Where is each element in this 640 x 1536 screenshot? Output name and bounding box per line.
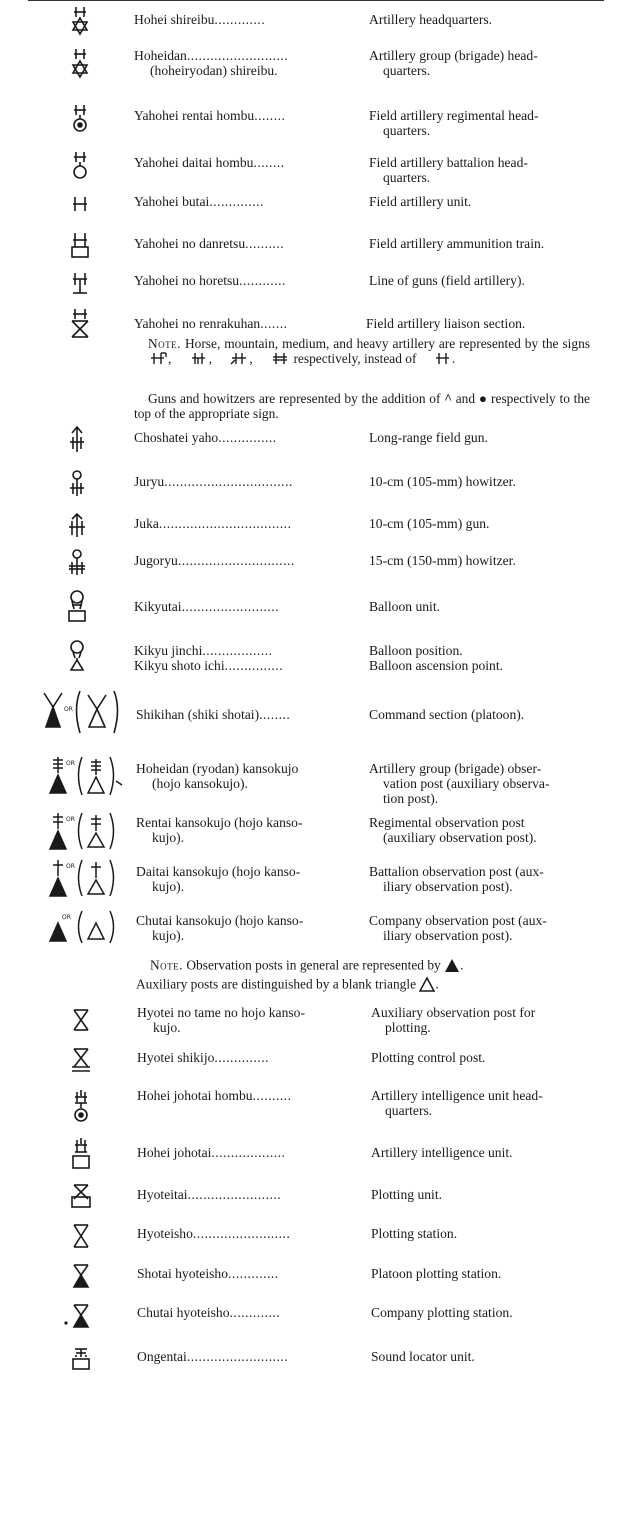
entry-desc: Balloon unit.: [369, 599, 440, 614]
entry-term: Yahohei no horetsu: [134, 273, 240, 288]
svg-text:OR: OR: [64, 706, 73, 713]
entry-desc: 10-cm (105-mm) gun.: [369, 516, 490, 531]
entry-desc: 10-cm (105-mm) howitzer.: [369, 474, 516, 489]
entry-desc: Company observation post (aux-: [369, 913, 547, 928]
ammunition-train-icon: [55, 228, 105, 264]
entry-desc: Auxiliary observation post for: [371, 1005, 536, 1020]
medium-artillery-sign-icon: [215, 351, 249, 368]
svg-text:OR: OR: [66, 816, 75, 823]
entry-term: Jugoryu: [134, 553, 178, 568]
horse-artillery-sign-icon: [134, 351, 168, 368]
entry-desc: Platoon plotting station.: [371, 1266, 502, 1281]
entry-desc: Command section (platoon).: [369, 707, 525, 722]
entry-desc-cont: plotting.: [385, 1020, 431, 1035]
field-artillery-unit-icon: [55, 186, 105, 222]
note-and: and: [455, 391, 476, 406]
caret-mark-icon: ^: [444, 391, 452, 406]
auxiliary-plotting-post-icon: [56, 1003, 106, 1039]
field-artillery-battalion-hq-icon: [55, 149, 105, 185]
entry-desc: Artillery group (brigade) head-: [369, 48, 538, 63]
svg-text:OR: OR: [62, 914, 71, 921]
company-observation-post-icon: [44, 909, 116, 950]
entry-term: Yahohei rentai hombu: [134, 108, 255, 123]
entry-term: Kikyu shoto ichi: [134, 658, 225, 673]
entry-term: Chutai kansokujo (hojo kanso-: [136, 913, 304, 928]
company-plotting-station-icon: [56, 1297, 106, 1333]
entry-term-cont: (hoheiryodan) shireibu.: [150, 63, 278, 78]
entry-desc: Company plotting station.: [371, 1305, 513, 1320]
artillery-group-hq-icon: [55, 48, 105, 84]
entry-desc-cont: quarters.: [383, 63, 431, 78]
balloon-unit-icon: [52, 589, 102, 625]
entry-desc: Field artillery ammunition train.: [369, 236, 545, 251]
entry-term: Chutai hyoteisho: [137, 1305, 230, 1320]
entry-term: Ongentai: [137, 1349, 187, 1364]
sound-locator-unit-icon: [56, 1341, 106, 1377]
entry-desc-cont: quarters.: [385, 1103, 433, 1118]
howitzer-10cm-icon: [52, 466, 102, 502]
entry-desc: Battalion observation post (aux-: [369, 864, 544, 879]
entry-desc: Field artillery regimental head-: [369, 108, 539, 123]
entry-term: Shotai hyoteisho: [137, 1266, 229, 1281]
note-text-cont: respectively to the top of the appropriate sign.: [134, 391, 590, 421]
entry-desc-cont: quarters.: [383, 123, 431, 138]
note-text: Horse, mountain, medium, and heavy artillery are represented by the signs: [184, 336, 590, 351]
entry-term: Juka: [134, 516, 159, 531]
entry-desc: Line of guns (field artillery).: [369, 273, 525, 288]
liaison-section-icon: [55, 306, 105, 342]
entry-term: Daitai kansokujo (hojo kanso-: [136, 864, 301, 879]
artillery-hq-icon: [55, 4, 105, 40]
entry-term-cont: (hojo kansokujo).: [152, 776, 248, 791]
line-of-guns-icon: [55, 265, 105, 301]
blank-triangle-icon: [419, 976, 435, 995]
entry-term: Hohei johotai hombu: [137, 1088, 253, 1103]
note-text: Observation posts in general are represented by: [186, 957, 441, 973]
entry-term-cont: kujo).: [152, 879, 185, 894]
entry-desc: Plotting control post.: [371, 1050, 486, 1065]
entry-term: Choshatei yaho: [134, 430, 219, 445]
command-section-icon: [40, 689, 122, 740]
entry-term: Hyoteitai: [137, 1187, 188, 1202]
dot-mark-icon: ●: [478, 391, 488, 406]
entry-desc: 15-cm (150-mm) howitzer.: [369, 553, 516, 568]
entry-term-cont: kujo.: [153, 1020, 181, 1035]
entry-desc: Long-range field gun.: [369, 430, 488, 445]
entry-term: Kikyutai: [134, 599, 182, 614]
entry-term: Hyotei no tame no hojo kanso-: [137, 1005, 306, 1020]
entry-term: Yahohei no renrakuhan: [134, 316, 261, 331]
entry-term-cont: kujo).: [152, 928, 185, 943]
entry-term: Hoheidan (ryodan) kansokujo: [136, 761, 299, 776]
balloon-position-icon: [52, 639, 102, 675]
plotting-control-post-icon: [56, 1042, 106, 1078]
entry-desc: Field artillery unit.: [369, 194, 472, 209]
entry-desc-cont: vation post (auxiliary observa-: [383, 776, 550, 791]
note-paragraph: [134, 391, 590, 421]
entry-term: Hyoteisho: [137, 1226, 193, 1241]
note-text: Auxiliary posts are distinguished by a blank triangle: [136, 976, 417, 992]
entry-desc-cont: iliary observation post).: [383, 928, 513, 943]
entry-desc: Balloon position.: [369, 643, 463, 658]
entry-desc: Plotting station.: [371, 1226, 458, 1241]
entry-term: Hohei johotai: [137, 1145, 212, 1160]
entry-desc: Artillery headquarters.: [369, 12, 493, 27]
entry-desc-cont: quarters.: [383, 170, 431, 185]
intelligence-unit-icon: [56, 1137, 106, 1173]
entry-desc: Field artillery battalion head-: [369, 155, 528, 170]
top-rule: [28, 0, 604, 1]
entry-desc: Artillery intelligence unit head-: [371, 1088, 543, 1103]
long-range-gun-icon: [52, 422, 102, 458]
entry-desc-cont: (auxiliary observation post).: [383, 830, 537, 845]
svg-text:OR: OR: [66, 863, 75, 870]
entry-term: Kikyu jinchi: [134, 643, 203, 658]
svg-text:OR: OR: [66, 760, 75, 767]
entry-term: Yahohei butai: [134, 194, 210, 209]
entry-term: Yahohei daitai hombu: [134, 155, 254, 170]
entry-desc: Regimental observation post: [369, 815, 525, 830]
howitzer-15cm-icon: [52, 545, 102, 581]
filled-triangle-icon: [444, 957, 460, 976]
mountain-artillery-sign-icon: [175, 351, 209, 368]
entry-term-cont: kujo).: [152, 830, 185, 845]
gun-10cm-icon: [52, 508, 102, 544]
entry-desc: Plotting unit.: [371, 1187, 443, 1202]
platoon-plotting-station-icon: [56, 1258, 106, 1294]
entry-desc: Artillery intelligence unit.: [371, 1145, 513, 1160]
regimental-observation-post-icon: [44, 811, 116, 856]
note-paragraph: Note. Observation posts in general are represented by . Auxiliary posts are distinguished by a blank triangle .: [136, 957, 596, 995]
note-paragraph: Note. Horse, mountain, medium, and heavy artillery are represented by the signs , , , respectively, instead of .: [134, 336, 590, 368]
entry-term: Hohei shireibu: [134, 12, 215, 27]
entry-desc: Sound locator unit.: [371, 1349, 475, 1364]
entry-term: Yahohei no danretsu: [134, 236, 246, 251]
entry-desc: Field artillery liaison section.: [366, 316, 526, 331]
heavy-artillery-sign-icon: [256, 351, 290, 368]
entry-term: Juryu: [134, 474, 165, 489]
note-label: Note.: [150, 957, 184, 973]
field-artillery-sign-icon: [420, 351, 452, 368]
group-observation-post-icon: [44, 755, 126, 802]
battalion-observation-post-icon: [44, 858, 116, 903]
entry-term: Rentai kansokujo (hojo kanso-: [136, 815, 303, 830]
entry-desc: Artillery group (brigade) obser-: [369, 761, 542, 776]
plotting-unit-icon: [56, 1179, 106, 1215]
plotting-station-icon: [56, 1218, 106, 1254]
note-text-cont: respectively, instead of: [293, 351, 417, 366]
entry-term: Hyotei shikijo: [137, 1050, 215, 1065]
field-artillery-regiment-hq-icon: [55, 102, 105, 138]
note-text: Guns and howitzers are represented by the addition of: [148, 391, 441, 406]
entry-desc-cont: tion post).: [383, 791, 439, 806]
entry-desc-cont: iliary observation post).: [383, 879, 513, 894]
entry-desc: Balloon ascension point.: [369, 658, 504, 673]
entry-term: Shikihan (shiki shotai): [136, 707, 260, 722]
entry-term: Hoheidan: [134, 48, 187, 63]
intelligence-unit-hq-icon: [56, 1090, 106, 1126]
note-label: Note.: [148, 336, 182, 351]
